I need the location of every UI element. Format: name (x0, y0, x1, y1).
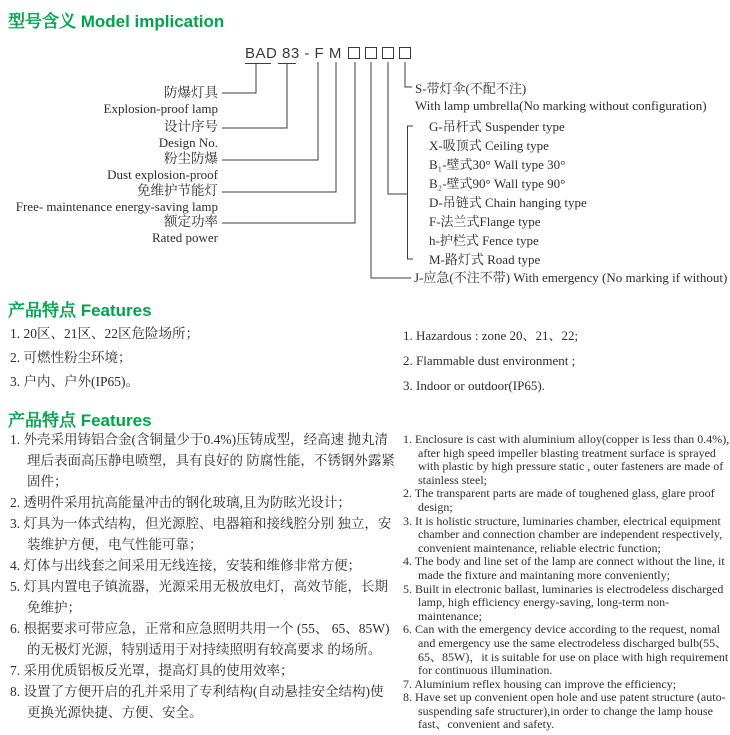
list-item: 2. The transparent parts are made of toughened glass, glare proof design; (403, 486, 715, 514)
label-emergency: J-应急(不注不带) With emergency (No marking if without) (414, 270, 728, 285)
list-item: 2. 可燃性粉尘环境； (10, 350, 132, 365)
list-item: 8. 设置了方便开启的孔并采用了专利结构(自动悬挂安全结构)使更换光源快捷、方便、安全。 (10, 684, 384, 720)
list-item: 5. Built in electronic ballast, luminaries is electrodeless discharged lamp, high efficiency energy-saving, long-term non-maintenance; (403, 581, 724, 623)
mounting-type-item: D-吊链式 Chain hanging type (429, 195, 587, 210)
mounting-type-item: G-吊杆式 Suspender type (429, 119, 565, 134)
label-explosion-proof-lamp: 防爆灯具 Explosion-proof lamp (103, 85, 218, 116)
list-item: 7. 采用优质铝板反光罩，提高灯具的使用效率； (10, 663, 294, 678)
mounting-type-item: B₂-壁式90° Wall type 90° (429, 176, 566, 191)
label-lamp-umbrella: S-带灯伞(不配不注) With lamp umbrella(No marking without configuration) (415, 81, 707, 113)
model-code: BAD 83 - F M (245, 45, 342, 62)
mounting-type-item: B₁-壁式30° Wall type 30° (429, 157, 566, 172)
model-option-box-3 (382, 47, 394, 59)
features1-heading: 产品特点 Features (8, 301, 152, 320)
list-item: 1. 20区、21区、22区危险场所； (10, 326, 199, 341)
features2-heading: 产品特点 Features (8, 411, 152, 430)
mounting-type-item: M-路灯式 Road type (429, 252, 541, 267)
label-energy-saving-lamp: 免维护节能灯 Free- maintenance energy-saving lamp (15, 183, 218, 214)
model-option-box-2 (365, 47, 377, 59)
connector-rated-power (222, 62, 355, 223)
list-item: 1. Hazardous : zone 20、21、22; (403, 328, 579, 343)
features1-list-en (403, 323, 578, 398)
mounting-type-item: h-护栏式 Fence type (429, 233, 539, 248)
label-dust-explosion-proof: 粉尘防爆 Dust explosion-proof (107, 151, 218, 182)
page-title: 型号含义 Model implication (8, 12, 225, 31)
label-rated-power: 额定功率 Rated power (151, 214, 218, 245)
connector-design-no (222, 64, 287, 128)
list-item: 7. Aluminium reflex housing can improve the efficiency; (403, 676, 677, 691)
list-item: 3. It is holistic structure, luminaries chamber, electrical equipment chamber and connection chamber are independent respectively, convenient maintenance, reliable electric function; (403, 513, 723, 555)
list-item: 8. Have set up convenient open hole and use patent structure (auto- suspending safe structurer),in order to change the lamp house fast、convenient and safety. (403, 690, 726, 732)
connector-explosion-proof-lamp (222, 64, 256, 93)
label-design-no: 设计序号 Design No. (158, 119, 218, 150)
mounting-type-item: X-吸顶式 Ceiling type (429, 138, 549, 153)
list-item: 5. 灯具内置电子镇流器，光源采用无极放电灯，高效节能，长期免维护； (10, 579, 388, 615)
mounting-types-bracket (408, 126, 414, 259)
connector-lamp-umbrella (405, 62, 412, 87)
model-option-box-4 (399, 47, 411, 59)
features2-list-cn (10, 429, 396, 723)
connector-energy-saving-lamp (222, 62, 336, 192)
list-item: 3. 灯具为一体式结构，但光源腔、电器箱和接线腔分别 独立，安装维护方便，电气性能可靠； (10, 516, 392, 552)
list-item: 1. Enclosure is cast with aluminium alloy(copper is less than 0.4%), after high speed impeller blasting treatment surface is sprayed with plastic by high pressure static , outer fasteners are made of stainless steel; (403, 432, 730, 487)
list-item: 6. Can with the emergency device according to the request, nomal and emergency use the same electrodeless discharged bulb(55、 65、85W)，it is suitable for use on place with high requirement for continuous illumination. (403, 622, 729, 678)
features1-list-cn (10, 322, 199, 394)
connector-mounting-types (388, 62, 407, 194)
model-option-box-1 (348, 47, 360, 59)
features2-list-en (403, 433, 730, 732)
list-item: 6. 根据要求可带应急，正常和应急照明共用一个 (55、 65、85W)的无极灯光源，特别适用于对持续照明有较高要求 的场所。 (10, 621, 390, 657)
list-item: 4. 灯体与出线套之间采用无线连接，安装和维修非常方便； (10, 558, 361, 573)
connector-dust-explosion-proof (222, 62, 318, 160)
list-item: 3. Indoor or outdoor(IP65). (403, 378, 545, 393)
list-item: 1. 外壳采用铸铝合金(含铜量少于0.4%)压铸成型，经高速 抛丸清理后表面高压静电喷塑，具有良好的 防腐性能，不锈钢外露紧固件； (10, 432, 395, 489)
mounting-type-item: F-法兰式Flange type (429, 214, 541, 229)
connector-emergency (371, 62, 411, 278)
list-item: 2. 透明件采用抗高能量冲击的钢化玻璃,且为防眩光设计； (10, 495, 351, 510)
list-item: 3. 户内、户外(IP65)。 (10, 374, 139, 389)
list-item: 2. Flammable dust environment ; (403, 353, 576, 368)
mounting-type-list (429, 117, 587, 269)
list-item: 4. The body and line set of the lamp are connect without the line, it made the fixture and maintaning more conveniently; (403, 554, 725, 582)
diagram-connector-lines (0, 0, 730, 300)
